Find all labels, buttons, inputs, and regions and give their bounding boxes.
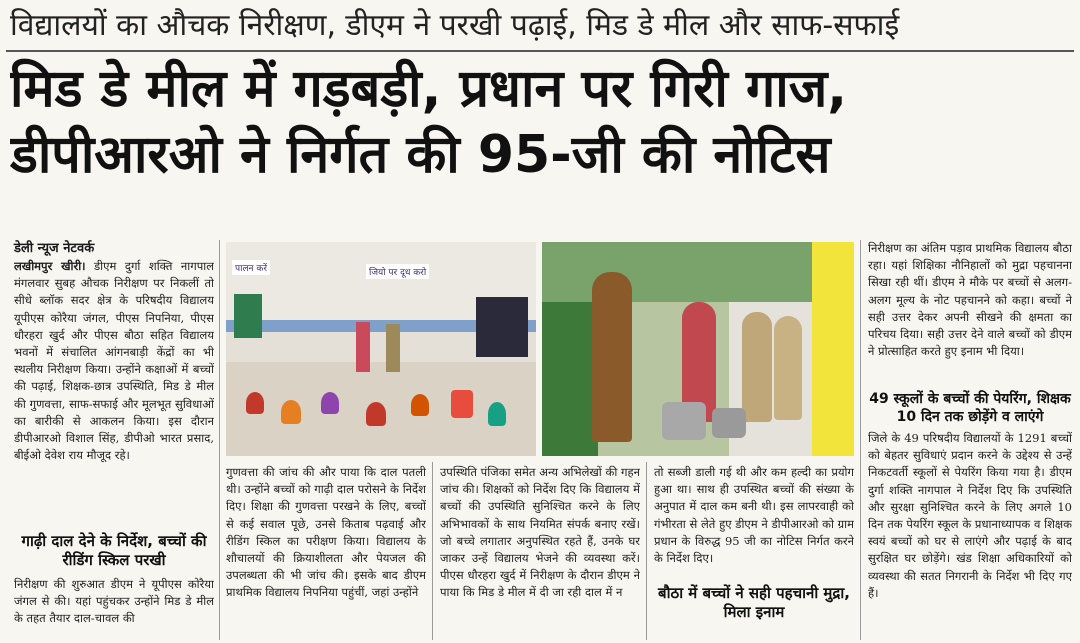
kicker-headline: विद्यालयों का औचक निरीक्षण, डीएम ने परखी पढ़ाई, मिड डे मील और साफ-सफाई [10,8,900,43]
photo-dm-inspecting-kitchen [542,242,854,456]
column-1-body: डीएम दुर्गा शक्ति नागपाल मंगलवार सुबह औचक निरीक्षण पर निकलीं तो सीधे ब्लॉक सदर क्षेत्र के परिषदीय विद्यालय यूपीएस कोरैया जंगल, पीएस निपनिया, पीएस धौरहरा खुर्द और पीएस बौठा सहित विद्यालय भवनों में संचालित आंगनबाड़ी केंद्रों का भी स्थलीय निरीक्षण किया। उन्होंने कक्षाओं में बच्चों की पढ़ाई, शिक्षक-छात्र उपस्थिति, मिड डे मील की गुणवत्ता, साफ-सफाई और मूलभूत सुविधाओं का बारीकी से आकलन किया। इस दौरान डीपीआरओ विशाल सिंह, डीपीओ भारत प्रसाद, बीईओ देवेश राय मौजूद रहे। [14,259,214,463]
header-divider [6,50,1074,52]
wall-sign-left: पालन करें [232,260,270,275]
column-2-body: गुणवत्ता की जांच की और पाया कि दाल पतली थी। उन्होंने बच्चों को गाढ़ी दाल परोसने के निर्देश दिए। शिक्षा की गुणवत्ता परखने के लिए, बच्चों से कई सवाल पूछे, उनसे किताब पढ़वाई और रीडिंग स्किल का परीक्षण किया। विद्यालय के शौचालयों की क्रियाशीलता और पेयजल की उपलब्धता की भी जांच की। इसके बाद डीएम प्राथमिक विद्यालय निपनिया पहुंचीं, जहां उन्होंने [226,465,426,600]
column-divider [646,462,647,640]
main-headline [10,56,1072,188]
dateline: लखीमपुर खीरी। [14,259,86,273]
article-column-1-continued [14,576,214,638]
column-divider [219,240,220,640]
headline-line-2: डीपीआरओ ने निर्गत की 95-जी की नोटिस [10,125,831,185]
column-divider [860,240,861,640]
column-5-body: निरीक्षण का अंतिम पड़ाव प्राथमिक विद्यालय बौठा रहा। यहां शिक्षिका नौनिहालों को मुद्रा पहचानना सिखा रही थीं। डीएम ने मौके पर बच्चों से अलग-अलग मूल्य के नोट पहचानने को कहा। बच्चों ने सही उत्तर देकर अपनी सीखने की क्षमता का परिचय दिया। सही उत्तर देने वाले बच्चों को डीएम ने प्रोत्साहित करते हुए इनाम भी दिया। [868,241,1072,359]
byline: डेली न्यूज नेटवर्क [14,241,95,256]
column-5-body-2: जिले के 49 परिषदीय विद्यालयों के 1291 बच्चों को बेहतर सुविधाएं प्रदान करने के उद्देश्य से उन्हें निकटवर्ती स्कूलों से पेयरिंग किया गया है। डीएम दुर्गा शक्ति नागपाल ने निर्देश दिए कि उपस्थिति और सुरक्षा सुनिश्चित करने के लिए अगले 10 दिन तक पेयरिंग स्कूल के प्रधानाध्यापक व शिक्षक स्वयं बच्चों को घर से लाएंगे और पढ़ाई के बाद सुरक्षित घर छोड़ेंगे। खंड शिक्षा अधिकारियों को व्यवस्था की सतत निगरानी के निर्देश भी दिए गए हैं। [868,431,1072,600]
wall-sign-center: जियो पर दूध करो [366,264,429,279]
article-column-2 [226,464,426,642]
subhead-thick-dal: गाढ़ी दाल देने के निर्देश, बच्चों की रीडिंग स्किल परखी [21,532,207,569]
article-column-4 [654,464,854,576]
column-4-body: तो सब्जी डाली गई थी और कम हल्दी का प्रयोग हुआ था। साथ ही उपस्थित बच्चों की संख्या के अनुपात में दाल कम बनी थी। इस लापरवाही को गंभीरता से लेते हुए डीएम ने डीपीआरओ को ग्राम प्रधान के विरुद्ध 95 जी का नोटिस निर्गत करने के निर्देश दिए। [654,465,854,566]
article-column-5 [868,240,1072,386]
article-column-3 [440,464,640,642]
article-column-1 [14,258,214,528]
subhead-currency-reward: बौठा में बच्चों ने सही पहचानी मुद्रा, मिला इनाम [658,584,850,621]
column-1-body-2: निरीक्षण की शुरुआत डीएम ने यूपीएस कोरैया जंगल से की। यहां पहुंचकर उन्होंने मिड डे मील के तहत तैयार दाल-चावल की [14,577,214,626]
column-divider [432,462,433,640]
photo-classroom-mid-day-meal [226,242,536,456]
article-column-5-continued [868,430,1072,640]
column-3-body: उपस्थिति पंजिका समेत अन्य अभिलेखों की गहन जांच की। शिक्षकों को निर्देश दिए कि विद्यालय में बच्चों की उपस्थिति सुनिश्चित करने के लिए अभिभावकों के साथ नियमित संपर्क बनाए रखें। जो बच्चे लगातार अनुपस्थित रहते हैं, उनके घर जाकर उन्हें विद्यालय भेजने की व्यवस्था करें। पीएस धौरहरा खुर्द में निरीक्षण के दौरान डीएम ने पाया कि मिड डे मील में दी जा रही दाल में न [440,465,640,600]
headline-line-1: मिड डे मील में गड़बड़ी, प्रधान पर गिरी गाज, [10,59,848,119]
subhead-school-pairing: 49 स्कूलों के बच्चों की पेयरिंग, शिक्षक 10 दिन तक छोड़ेंगे व लाएंगे [869,391,1071,425]
